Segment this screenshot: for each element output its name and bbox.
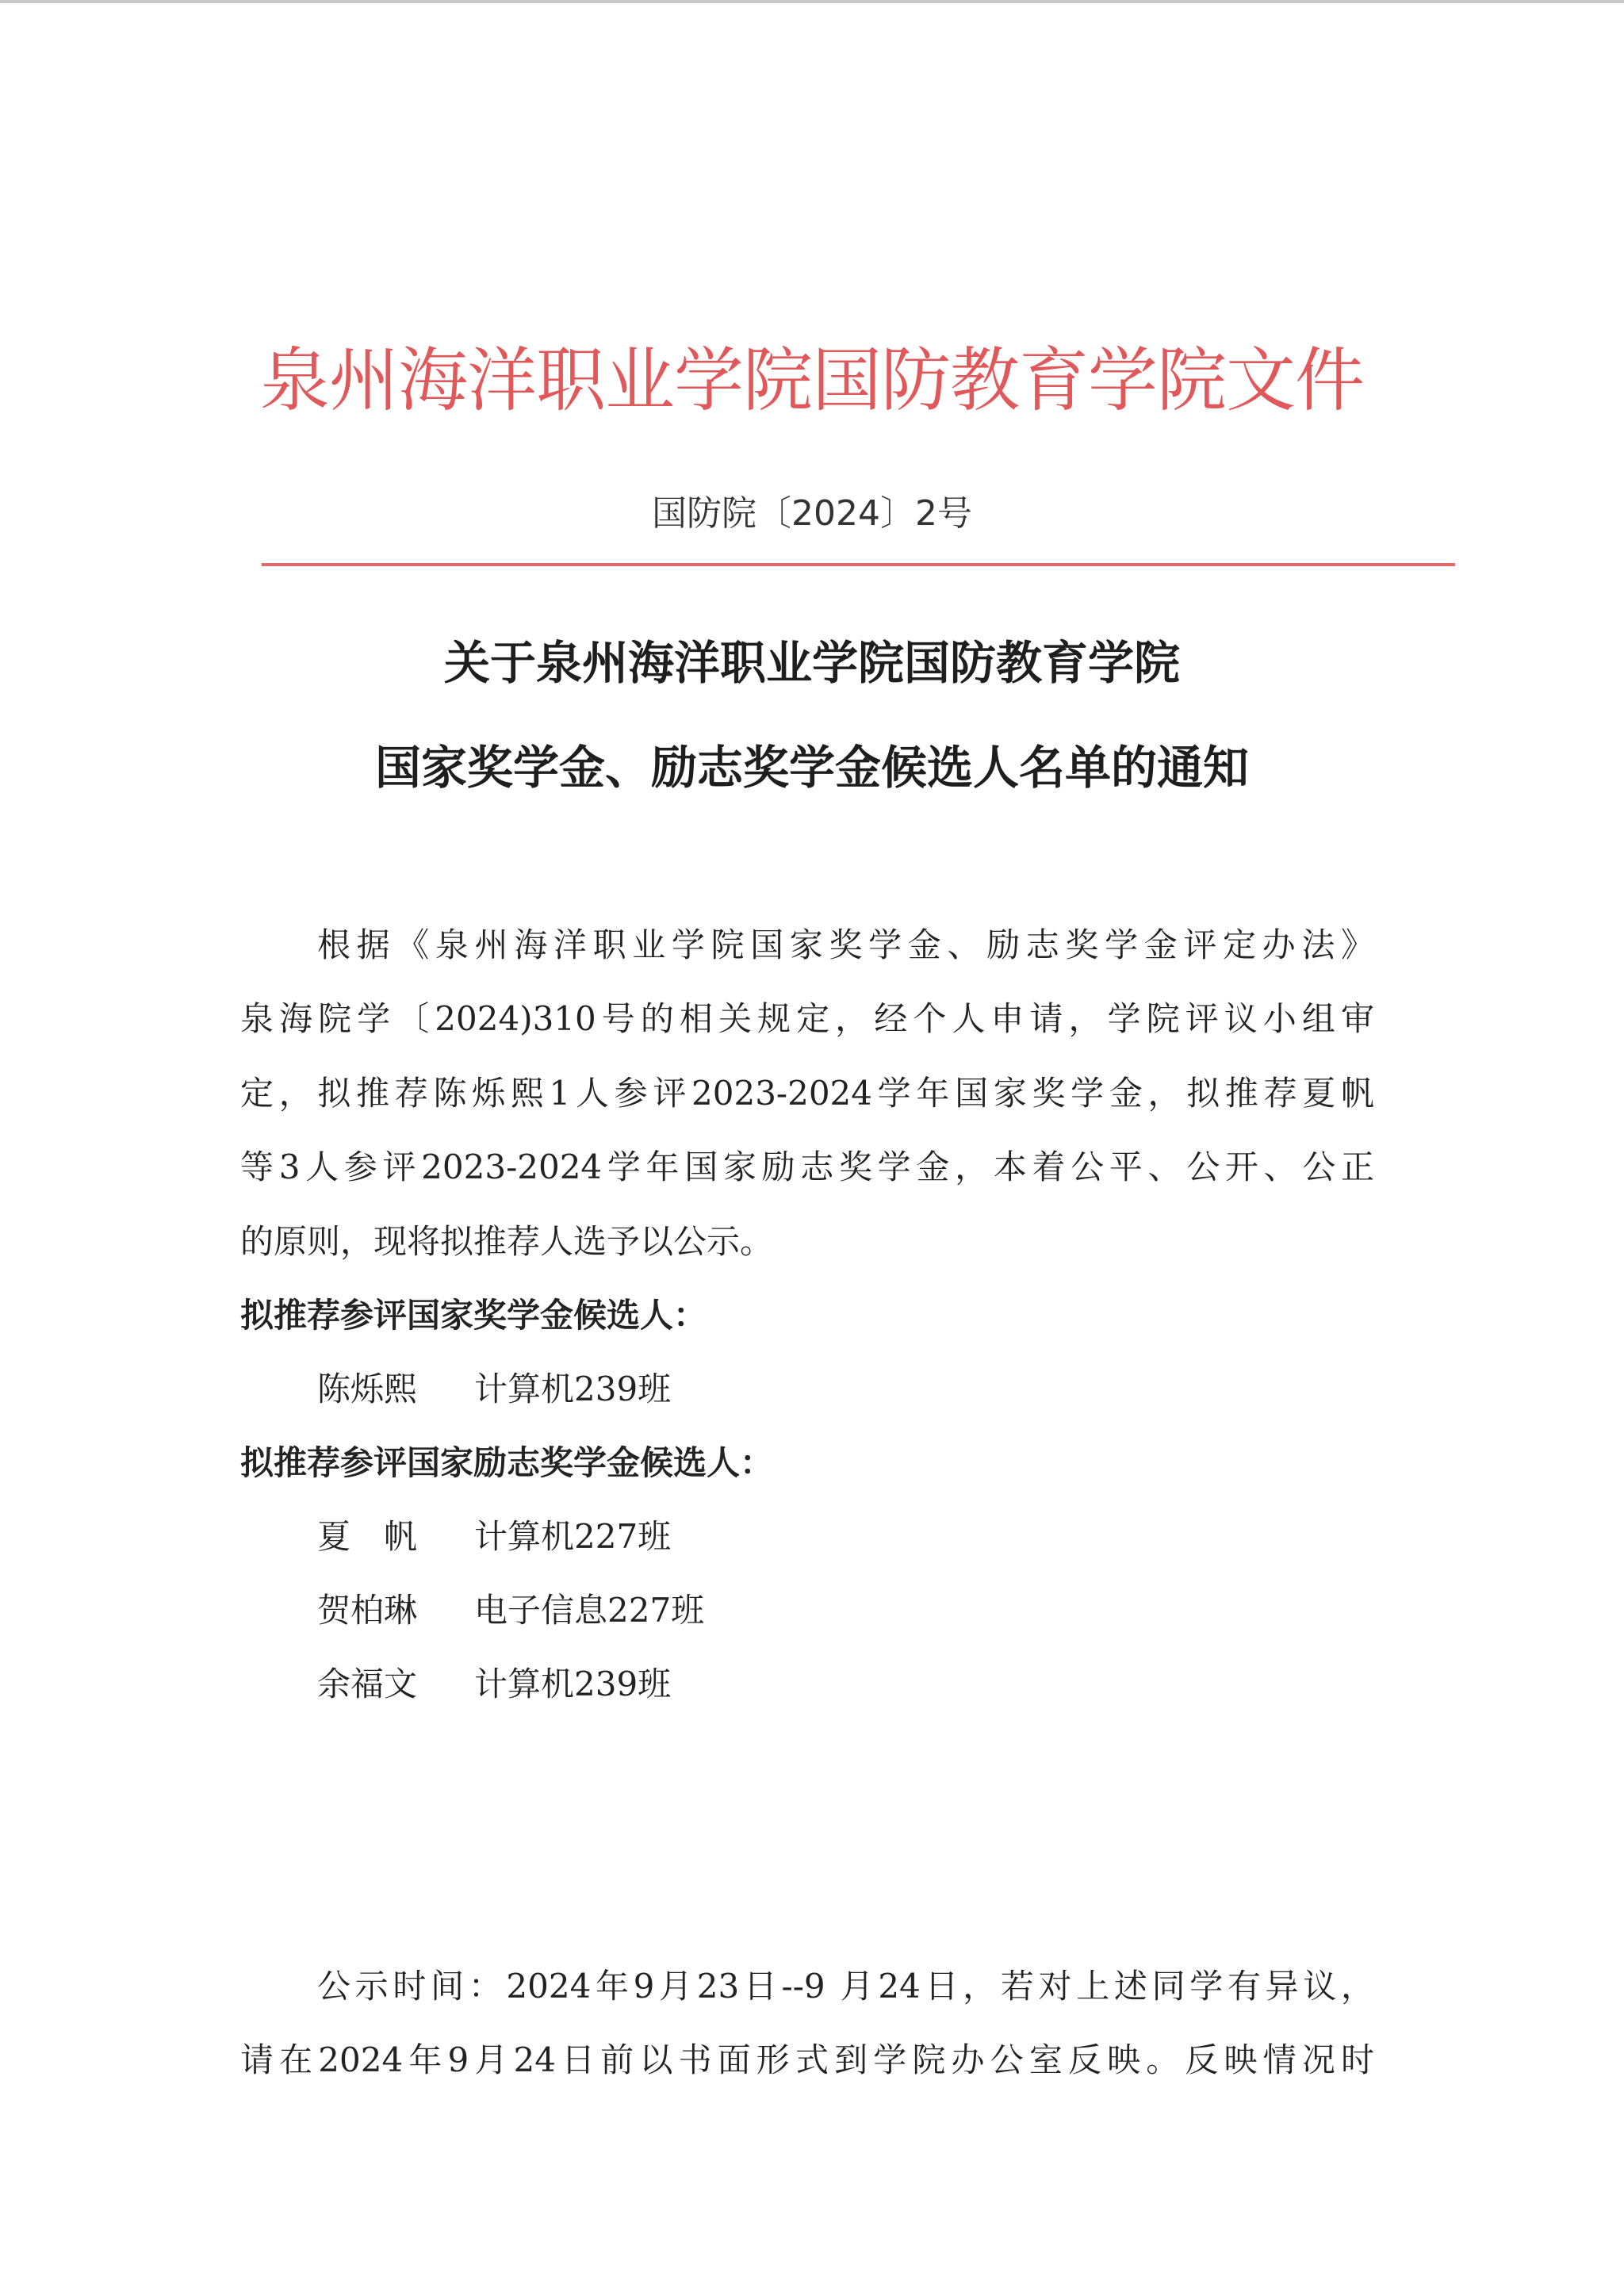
national-scholarship-heading: 拟推荐参评国家奖学金候选人：: [240, 1296, 707, 1335]
candidate-class: 计算机239班: [474, 1370, 672, 1408]
body-paragraph-line: 等3人参评2023-2024学年国家励志奖学金，本着公平、公开、公正: [240, 1148, 1374, 1186]
document-number: 国防院〔2024〕2号: [652, 493, 972, 534]
candidate-name: 余福文: [317, 1665, 418, 1703]
candidate-name: 夏 帆: [317, 1517, 418, 1556]
body-paragraph-line: 的原则，现将拟推荐人选予以公示。: [240, 1222, 774, 1261]
notice-title-line-1: 关于泉州海洋职业学院国防教育学院: [443, 636, 1180, 690]
candidate-class: 计算机227班: [474, 1517, 672, 1556]
notice-title-line-2: 国家奖学金、励志奖学金候选人名单的通知: [374, 741, 1249, 795]
red-divider-line: [262, 563, 1455, 566]
inspirational-scholarship-heading: 拟推荐参评国家励志奖学金候选人：: [240, 1443, 774, 1482]
body-paragraph-line: 定，拟推荐陈烁熙1人参评2023-2024学年国家奖学金，拟推荐夏帆: [240, 1074, 1374, 1113]
page-top-edge: [0, 0, 1624, 3]
candidate-name: 贺柏琳: [317, 1591, 418, 1630]
document-header-title: 泉州海洋职业学院国防教育学院文件: [259, 339, 1364, 421]
candidate-name: 陈烁熙: [317, 1370, 418, 1408]
publicity-line-2: 请在2024年9月24日前以书面形式到学院办公室反映。反映情况时: [240, 2040, 1374, 2079]
body-paragraph-line: 根据《泉州海洋职业学院国家奖学金、励志奖学金评定办法》: [317, 925, 1374, 964]
candidate-class: 计算机239班: [474, 1665, 672, 1703]
candidate-class: 电子信息227班: [474, 1591, 705, 1630]
publicity-line-1: 公示时间：2024年9月23日--9 月24日，若对上述同学有异议，: [317, 1967, 1374, 2006]
body-paragraph-line: 泉海院学〔2024)310号的相关规定，经个人申请，学院评议小组审: [240, 999, 1374, 1038]
